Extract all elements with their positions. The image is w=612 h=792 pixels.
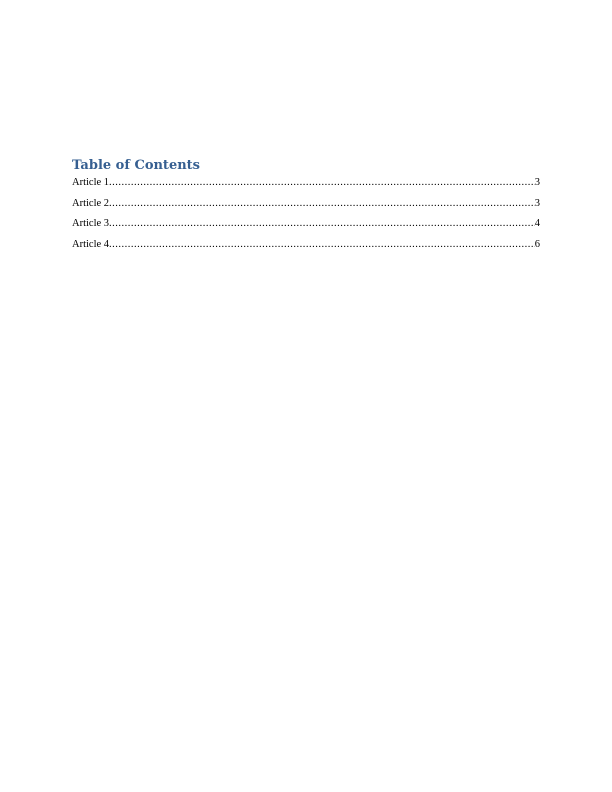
toc-dot-leader — [109, 177, 535, 189]
toc-dot-leader — [109, 239, 535, 251]
toc-entry-article-1[interactable] — [72, 177, 540, 189]
toc-entry-article-2[interactable] — [72, 198, 540, 210]
toc-entry-page-number: 3 — [534, 177, 540, 188]
toc-entry-label: Article 1 — [72, 177, 110, 188]
toc-entry-label: Article 2 — [72, 197, 110, 209]
toc-entry-page-number: 3 — [534, 197, 540, 209]
toc-list — [72, 177, 540, 251]
toc-entry-label: Article 3 — [72, 218, 110, 229]
toc-dot-leader — [109, 198, 535, 210]
toc-dot-leader — [109, 218, 535, 230]
toc-entry-article-3[interactable] — [72, 218, 540, 230]
toc-entry-article-4[interactable] — [72, 239, 540, 251]
toc-entry-page-number: 6 — [534, 238, 540, 250]
toc-entry-label: Article 4 — [72, 238, 110, 250]
table-of-contents — [72, 157, 540, 259]
toc-heading: Table of Contents — [72, 158, 200, 173]
toc-entry-page-number: 4 — [534, 218, 540, 229]
